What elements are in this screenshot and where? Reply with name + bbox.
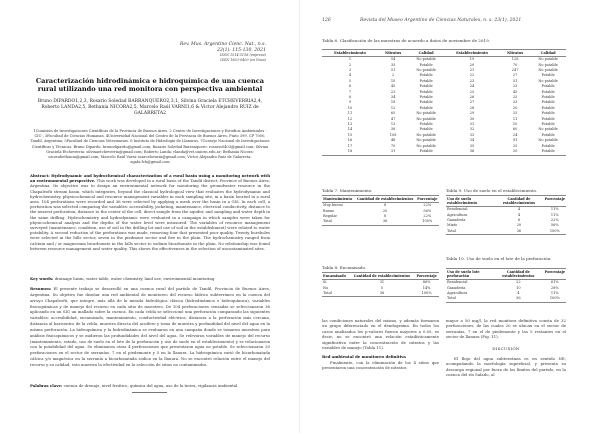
table-cell: 23 xyxy=(512,84,518,89)
table-cell: Potable xyxy=(541,89,555,94)
table-cell: 47 xyxy=(390,116,396,121)
table-cell: 20 xyxy=(512,105,518,110)
table-cell: Total xyxy=(322,291,350,297)
table-cell: Total xyxy=(322,219,355,225)
column-header: Cantidad de establecimientos xyxy=(350,273,415,280)
table-cell: No potable xyxy=(538,62,558,67)
table-cell: 54 xyxy=(390,57,396,62)
authors: Bruno DIPARDO1,2,3, Rosario Soledad BARRANQUERO2,3,1, Silvina Graciela ETCHEVERRIA2,4, Roberto LANDA2,5, Bethania NICORA2,5, Marcelo Raúl VARNI1,6 & Victor Alejandro RUIZ de GALARRETA2 xyxy=(37,99,263,117)
body-column-left xyxy=(322,318,439,371)
table-cell: 21 xyxy=(469,68,475,73)
journal-name: Rev. Mus. Argentino Cienc. Nat., n.s. xyxy=(179,42,266,47)
table-cell: 36 xyxy=(355,219,416,225)
column-header: Calidad xyxy=(530,50,566,57)
table-cell: 27 xyxy=(512,73,518,78)
affiliations: 1Comisión de Investigaciones Científicas de la Provincia de Buenos Aires. 2 Centro de Investigaciones y Estudios Ambientales -CIC-, 3Facultad de Ciencias Humanas, 4Universidad Nacional del Centro de la Provincia de Buenos Aires, Pinto 399, CP 7000, Tandil, Argentina; 5Facultad de Ciencias Veterinarias. 6 Instituto de Hidrología de Llanuras. 7Consejo Nacional de Investigaciones Científicas y Técnicas. Bruno Dipardo: brunodipardo@gmail.com; Rosario Soledad Barranquero: rosario0403@gmail.com; Silvina Graciela Etcheverria: silvinaetcheverria@gmail.com; Roberto Landa: rlanda@vet.unicen.edu.ar; Bethania Nicora: nicorabethania@gmail.com; Marcelo Raúl Varni: marcelovarni@gmail.com; Victor Alejandro Ruiz de Galarreta: agalu.fch@gmail.com xyxy=(30,129,270,165)
table7 xyxy=(322,195,439,226)
table-cell: 10 xyxy=(516,285,521,290)
section-subheading: Red ambiental de monitoreo definitiva xyxy=(322,354,406,360)
table-cell: Bueno xyxy=(323,208,335,213)
column-header: Cantidad de establecimientos xyxy=(493,269,544,280)
palabras-clave xyxy=(30,383,270,388)
table-cell: Potable xyxy=(541,122,555,127)
table-cell: Regular xyxy=(323,213,338,218)
table-cell: 23 xyxy=(469,78,475,83)
resumen-text: El presente trabajo se desarrolló en una cuenca rural del partido de Tandil, Provincia de Buenos Aires, Argentina. Su objetivo fue diseñar una red ambiental de monitoreo del recurso hídrico subterráneo en la cuenca del arroyo Chapaleofú, que integre, más allá de la mirada hidrológica clásica (hidrodinámica e hidroquímica), variables fisicoquímicas y de manejo del recurso en cada sitio de muestreo. De 104 perforaciones censadas se seleccionaron 36 aplicando en un SIG un mallado sobre la cuenca. En cada celda se seleccionó una perforación comparando las siguientes variables: accesibilidad, encamisado, mantenimiento, conductividad eléctrica, distancia a la perforación más cercana, distancia al baricentro de la celda, muestra directa del acuífero y toma de muestra y profundidad del nivel del agua en la misma perforación. La hidroquímica y la hidrodinámica se evaluaron en una campaña donde se tomaron muestras para análisis fisicoquímicos y se midieron las profundidades del nivel del agua. Se relevaron variables de manejo del recurso (mantenimiento, estado, uso de suelo en el lote de la perforación y uso de suelo en el establecimiento) y se relacionaron con la potabilidad del agua. Se eliminaron otras 4 perforaciones que presentaron agua no potable. Se seleccionaron 20 perforaciones en el sector de serranías, 7 en el piedemonte y 5 en la llanura. La hidroquímica varió de bicarbonatada cálcica y/o magnésica en la serranía a bicarbonatada sódica en la llanura. No se encontró relación entre el manejo del recurso y su calidad, esto muestra la efectividad en la selección de sitios no contaminados. xyxy=(30,286,270,367)
table-cell: 22 xyxy=(516,280,521,285)
table-cell: 23 xyxy=(390,89,396,94)
table-cell: 65 xyxy=(390,111,396,116)
table-cell: No potable xyxy=(538,78,558,83)
table-cell: Mixto xyxy=(447,223,458,228)
table-cell: 8 xyxy=(384,213,387,218)
right-page xyxy=(300,0,600,433)
table-cell: 32 xyxy=(469,127,475,132)
table-cell: Potable xyxy=(419,73,433,78)
table-cell: 11% xyxy=(550,207,559,212)
table-cell: Potable xyxy=(541,105,555,110)
table-cell: Potable xyxy=(408,149,444,155)
table-cell: Residencial xyxy=(447,280,468,285)
table-cell: 16 xyxy=(347,138,353,143)
abstract-text: This work was developed in a rural basis of the Tandil district, Province of Buenos Aires, Argentina. Its objective was to design an environmental network for monitoring the groundwater resource in the Chapaleofú stream basin, which integrates, beyond the classical hydrological view that evaluates the hydrodynamic and hydrochemistry, physicochemical and resource management variables in each sampling site, in a basin located in a rural area. 104 perforations were recorded and 36 were selected by applying a mesh over the basin in a GIS. In each cell, a perforation was selected comparing the variables: accessibility, jacketing, maintenance, electrical conductivity, distance to the nearest perforation, distance to the center of the cell, direct sample from the aquifer, and sampling and water depth in the same drilling. Hydrochemistry and hydrodynamic were evaluated in a campaign in which samples were taken for physicochemical analysis and the depths of the water level were measured. The variables of resource management surveyed (maintenance, condition, use of soil in the drilling lot and use of soil in the establishment) were related to water potability. A second reduction of the perforations was made, removing four that presented poor quality. Twenty boreholes were selected in the hills sector, seven in the piedmont sector and five in the plain. The hydrochemistry ranged from calcium and / or magnesium bicarbonate in the hills sector to sodium bicarbonate in the plain. No relationship was found between resource management and water quality. This shows the effectiveness in the selection of uncontaminated sites. xyxy=(30,178,270,251)
table-cell: 100% xyxy=(544,229,566,235)
table-cell: 36 xyxy=(350,291,415,297)
table-cell: Potable xyxy=(541,132,555,137)
table-cell: 18 xyxy=(390,100,396,105)
issn-online: ISSN 1853-0400 (en línea) xyxy=(220,57,266,62)
table-cell: 14 xyxy=(347,127,353,132)
table-cell: 2 xyxy=(391,73,395,78)
resumen xyxy=(30,286,270,368)
table-cell: 28 xyxy=(469,105,475,110)
table-cell: 22 xyxy=(469,73,475,78)
table-cell: 45 xyxy=(512,89,518,94)
table-cell: 19 xyxy=(469,57,475,62)
table-cell: 4 xyxy=(348,73,352,78)
table-cell: 27 xyxy=(469,100,475,105)
table-cell: No potable xyxy=(416,132,436,137)
table-cell: Ganadería xyxy=(447,218,466,223)
table-header-row xyxy=(322,50,566,57)
table-cell: Residencial xyxy=(447,207,468,212)
table10 xyxy=(446,268,566,303)
table-header-row xyxy=(322,273,439,280)
table-row xyxy=(446,296,566,302)
resumen-label: Resumen: xyxy=(30,286,52,291)
table-cell: 70 xyxy=(390,143,396,148)
table-cell: 18 xyxy=(322,149,378,155)
table-cell: 4 xyxy=(517,212,521,217)
body-paragraph: Finalmente, con la eliminación de los 4 sitios que presentaron una concentración de nitratos xyxy=(322,359,439,371)
table-cell: Potable xyxy=(419,62,433,67)
table-header-row xyxy=(446,196,566,207)
table-cell: Total xyxy=(446,296,493,302)
table-cell: 20 xyxy=(382,208,388,213)
table-cell: 31 xyxy=(378,149,408,155)
table-cell: 8 xyxy=(517,218,521,223)
column-header: Calidad xyxy=(408,50,444,57)
table-cell: 14% xyxy=(422,285,431,290)
table6 xyxy=(322,49,566,156)
table-cell: 10 xyxy=(512,122,518,127)
table-cell: 20 xyxy=(469,62,475,67)
table-row xyxy=(322,149,566,155)
table-cell: No potable xyxy=(416,57,436,62)
table-cell: 61% xyxy=(550,280,559,285)
table-cell: 29 xyxy=(469,111,475,116)
table-cell: 38 xyxy=(390,127,396,132)
body-column-right xyxy=(446,318,566,378)
table-cell: 11% xyxy=(550,291,559,296)
table-cell: 36 xyxy=(444,149,500,155)
table9 xyxy=(446,195,566,235)
table-cell: 1 xyxy=(348,57,352,62)
table-cell: 26 xyxy=(469,95,475,100)
table-cell: Potable xyxy=(419,122,433,127)
section-divider xyxy=(132,392,167,393)
table-row xyxy=(322,291,439,297)
table-row xyxy=(446,229,566,235)
table-cell: No potable xyxy=(416,68,436,73)
table-cell: 25 xyxy=(512,143,518,148)
table-cell: Potable xyxy=(419,89,433,94)
table-cell: 24 xyxy=(469,84,475,89)
table-cell: Potable xyxy=(419,105,433,110)
table-cell: 4 xyxy=(517,207,521,212)
keywords-text: drainage basin, water table, water chemistry, land use, environmental monitoring xyxy=(54,276,215,281)
table-cell: Potable xyxy=(419,127,433,132)
table-cell: 31 xyxy=(469,122,475,127)
table-cell: Potable xyxy=(419,100,433,105)
table-cell: 5 xyxy=(380,285,384,290)
body-paragraph: las condiciones naturales del mismo, y además formaron un grupo diferenciado en el dendograma. En todos los casos analizados los p-valores fueron mayores a 0.05, es decir, no se encontró una relación estadísticamente significativa entre la concentración de nitratos y las variables de manejo (Tabla 11). xyxy=(322,318,439,351)
table-cell: 12 xyxy=(347,116,353,121)
table-cell: Muy bueno xyxy=(323,203,343,208)
running-head: Revista del Museo Argentino de Ciencias Naturales, n. s. 23(1), 2021 xyxy=(360,18,522,23)
journal-volume: 23(1): 115-130, 2021 xyxy=(216,47,266,53)
table-cell: 5 xyxy=(348,78,352,83)
table-cell: No potable xyxy=(538,57,558,62)
table-cell: 24 xyxy=(512,132,518,137)
table-cell: No xyxy=(323,285,329,290)
table-cell: 36 xyxy=(494,229,543,235)
table-cell: 17 xyxy=(347,143,353,148)
table7-caption: Tabla 7. Mantenimiento. xyxy=(322,188,373,193)
table-cell: 45 xyxy=(390,84,396,89)
table6-caption: Tabla 6. Clasificación de las muestras de acuerdo a datos de noviembre de 2019. xyxy=(322,38,491,43)
column-header: Porcentaje xyxy=(544,269,566,280)
article-title: Caracterización hidrodinámica e hidroquímica de una cuenca rural utilizando una red monitora con perspectiva ambiental xyxy=(35,77,265,94)
column-header: Nitratos xyxy=(378,50,408,57)
table-cell: No potable xyxy=(538,68,558,73)
table-cell: 247 xyxy=(511,68,519,73)
table-cell: 51 xyxy=(390,68,396,73)
body-paragraph: mayor a 50 mg/l, la red monitora definitiva consta de 32 perforaciones, de las cuales 20 se ubican en el sector de serranías, 7 en el de piedemonte y las 5 restantes en el sector de llanura (Fig. 11). xyxy=(446,318,566,340)
table-cell: No potable xyxy=(538,138,558,143)
table-cell: 56% xyxy=(423,208,432,213)
table-cell: 30 xyxy=(469,116,475,121)
column-header: Establecimiento xyxy=(444,50,500,57)
table-cell: 86% xyxy=(422,280,431,285)
table-cell: 60 xyxy=(512,127,518,132)
table-cell: 36 xyxy=(493,296,544,302)
table-cell: 22% xyxy=(550,218,559,223)
table-cell: Agricultura xyxy=(447,291,468,296)
table-cell: 35 xyxy=(390,62,396,67)
table-cell: No potable xyxy=(416,143,436,148)
column-header: Encamisado xyxy=(322,273,350,280)
table-cell: Ganadería xyxy=(447,285,466,290)
column-header: Uso de suelo establecimiento xyxy=(446,196,494,207)
table-cell: Potable xyxy=(530,149,566,155)
column-header: Porcentaje xyxy=(417,197,438,201)
table-cell: Si xyxy=(323,280,327,285)
table-cell: No potable xyxy=(416,116,436,121)
table-cell: 34 xyxy=(469,138,475,143)
table-cell: 128 xyxy=(511,57,519,62)
table-cell: Potable xyxy=(541,84,555,89)
column-header: Cantidad de establecimientos xyxy=(494,196,543,207)
table-cell: 20 xyxy=(500,149,530,155)
journal-citation xyxy=(180,42,266,62)
table-header-row xyxy=(322,196,439,203)
body-paragraph: El flujo del agua subterránea es en sentido NE, acompañando la morfología superficial, y presenta su descarga regional por fuera de los límites del partido, en la cuenca del río Salado, al xyxy=(446,356,566,378)
table-cell: 51 xyxy=(512,78,518,83)
column-header: Mantenimiento xyxy=(322,196,355,203)
table-cell: 22% xyxy=(423,203,432,208)
table10-caption: Tabla 10. Uso de suelo en el lote de la perforación. xyxy=(446,256,552,261)
table-cell: 15 xyxy=(347,132,353,137)
table-cell: 70 xyxy=(512,62,518,67)
table-cell: 2 xyxy=(348,62,352,67)
table-cell: Potable xyxy=(419,84,433,89)
table-cell: Potable xyxy=(541,143,555,148)
table-cell: 91 xyxy=(512,138,518,143)
keywords xyxy=(30,276,270,281)
table-cell: 20 xyxy=(516,223,522,228)
table-cell: 10 xyxy=(390,78,396,83)
table-cell: Potable xyxy=(541,95,555,100)
table-cell: 3 xyxy=(348,68,352,73)
table-cell: No potable xyxy=(416,111,436,116)
table-cell: No potable xyxy=(538,127,558,132)
table-cell: No potable xyxy=(416,138,436,143)
table-cell: 25 xyxy=(512,111,518,116)
keywords-label: Key words: xyxy=(30,276,54,281)
page-number: 126 xyxy=(322,18,331,23)
table-cell: 25 xyxy=(512,95,518,100)
table-cell: 8 xyxy=(348,95,352,100)
table-cell: 11 xyxy=(347,111,353,116)
column-header: Porcentaje xyxy=(414,273,439,280)
discussion-heading: DISCUSIÓN xyxy=(492,345,520,351)
column-header: Cantidad de establecimientos xyxy=(355,196,416,203)
table-cell: 56% xyxy=(550,223,559,228)
table-cell: 34 xyxy=(390,95,396,100)
column-header: Uso de suelo lote perforación xyxy=(446,269,493,280)
table-cell: Agricultura xyxy=(447,212,468,217)
abstract-label: Abstract: Hydrodynamic and hydrochemical characterization of a rural basin using a monitoring network with an environmental perspective. xyxy=(30,173,270,184)
column-header: Nitratos xyxy=(500,50,530,57)
table-cell: Potable xyxy=(419,78,433,83)
palabras-label: Palabras clave: xyxy=(30,383,63,388)
table-cell: 13 xyxy=(347,122,353,127)
table-cell: 4 xyxy=(517,291,520,296)
table-cell: 35 xyxy=(469,143,475,148)
table-cell: 28% xyxy=(550,285,559,290)
table8-caption: Tabla 8. Encamisado. xyxy=(322,265,367,270)
table-cell: 7 xyxy=(348,89,352,94)
table-header-row xyxy=(446,269,566,280)
table-cell: 9 xyxy=(348,100,352,105)
table-cell: 25 xyxy=(469,89,475,94)
issn-print: ISSN 1514-5158 (impresa) xyxy=(220,53,266,58)
table-cell: 48 xyxy=(390,138,396,143)
table-cell: Potable xyxy=(541,111,555,116)
table8 xyxy=(322,272,439,297)
column-header: Porcentaje xyxy=(544,196,566,207)
table-cell: 13 xyxy=(390,122,396,127)
palabras-text: cuenca de drenaje, nivel freático, química del agua, uso de la tierra, vigilancia ambiental xyxy=(63,383,238,388)
table-row xyxy=(322,219,439,225)
table-cell: Potable xyxy=(419,95,433,100)
table-cell: 11% xyxy=(550,212,559,217)
table-cell: 12 xyxy=(390,105,396,110)
table-cell: 31 xyxy=(379,280,385,285)
table-cell: 100% xyxy=(416,219,439,225)
table-cell: 10 xyxy=(347,105,353,110)
table-cell: 6 xyxy=(348,84,352,89)
table-cell: 100% xyxy=(414,291,439,297)
table-cell: Total xyxy=(446,229,494,235)
table-cell: 100% xyxy=(544,296,566,302)
table-cell: 8 xyxy=(384,203,387,208)
table9-caption: Tabla 9. Uso de suelo en el establecimiento. xyxy=(446,188,538,193)
table-cell: 33 xyxy=(512,100,518,105)
table-cell: 11 xyxy=(512,116,518,121)
table-cell: 108 xyxy=(389,132,397,137)
table-cell: 33 xyxy=(469,132,475,137)
column-header: Establecimiento xyxy=(322,50,378,57)
table-cell: Potable xyxy=(541,100,555,105)
abstract xyxy=(30,173,270,251)
table-cell: 22% xyxy=(423,213,432,218)
table-cell: Potable xyxy=(541,73,555,78)
table-cell: Potable xyxy=(541,116,555,121)
